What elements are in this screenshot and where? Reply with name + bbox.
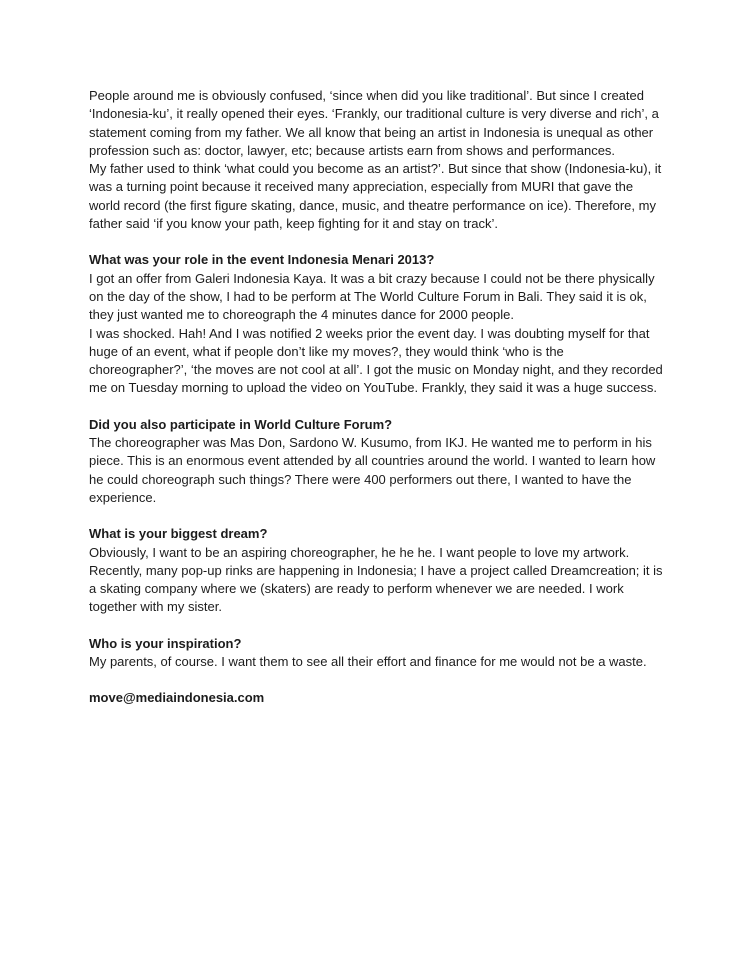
intro-paragraph-1: People around me is obviously confused, ‘since when did you like traditional’. But since I created ‘Indonesia-ku’, it really opened their eyes. ‘Frankly, our traditional culture is very diverse and rich’, a statement coming from my father. We all know that being an artist in Indonesia is unequal as other profession such as: doctor, lawyer, etc; because artists earn from shows and performances. bbox=[89, 88, 659, 158]
answer-paragraph: I got an offer from Galeri Indonesia Kaya. It was a bit crazy because I could not be there physically on the day of the show, I had to be perform at The World Culture Forum in Bali. They said it is ok, they just wanted me to choreograph the 4 minutes dance for 2000 people. bbox=[89, 270, 655, 323]
question-heading: What was your role in the event Indonesia Menari 2013? bbox=[89, 252, 435, 268]
answer-paragraph: The choreographer was Mas Don, Sardono W. Kusumo, from IKJ. He wanted me to perform in his piece. This is an enormous event attended by all countries around the world. I wanted to learn how he could choreograph such things? There were 400 performers out there, I wanted to have the experience. bbox=[89, 435, 656, 505]
question-heading: What is your biggest dream? bbox=[89, 526, 268, 542]
document-page bbox=[89, 87, 664, 708]
question-heading: Did you also participate in World Culture Forum? bbox=[89, 416, 393, 432]
answer-paragraph: I was shocked. Hah! And I was notified 2 weeks prior the event day. I was doubting myself for that huge of an event, what if people don’t like my moves?, they would think ‘who is the choreographer?’, ‘the moves are not cool at all’. I got the music on Monday night, and they recorded me on Tuesday morning to upload the video on YouTube. Frankly, they said it was a huge success. bbox=[89, 325, 663, 396]
contact-email: move@mediaindonesia.com bbox=[89, 690, 265, 706]
intro-paragraph-2: My father used to think ‘what could you become as an artist?’. But since that show (Indonesia-ku), it was a turning point because it received many appreciation, especially from MURI that gave the world record (the first figure skating, dance, music, and theatre performance on ice). Therefore, my father said ‘if you know your path, keep fighting for it and stay on track’. bbox=[89, 161, 662, 232]
question-heading: Who is your inspiration? bbox=[89, 635, 242, 651]
qa-section-biggest-dream bbox=[89, 525, 664, 616]
answer-paragraph: Obviously, I want to be an aspiring choreographer, he he he. I want people to love my artwork. Recently, many pop-up rinks are happening in Indonesia; I have a project called Dreamcreation; it is a skating company where we (skaters) are ready to perform whenever we are needed. I work together with my sister. bbox=[89, 544, 663, 615]
qa-section-role bbox=[89, 251, 664, 397]
qa-section-world-culture-forum bbox=[89, 416, 664, 507]
qa-section-inspiration bbox=[89, 635, 664, 672]
answer-paragraph: My parents, of course. I want them to see all their effort and finance for me would not be a waste. bbox=[89, 654, 647, 670]
